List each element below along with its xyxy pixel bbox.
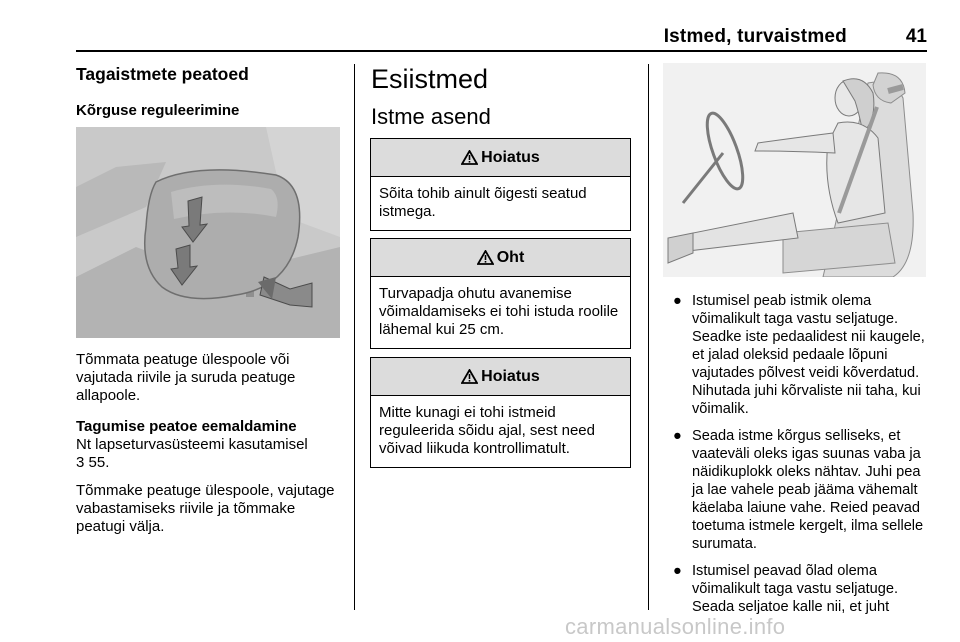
section-title-front-seats: Esiistmed (371, 64, 489, 94)
warning-triangle-icon (461, 369, 478, 384)
bullet-icon: ● (673, 293, 682, 309)
headrest-adjustment-illustration (76, 127, 340, 338)
bullet-text: Istumisel peab istmik olema võimalikult taga vastu seljatuge. Seadke iste pedaalidest nii kaugele, et jalad oleksid pedaale lõpuni vajutades põlvest veidi kõverdatud. Nihutada juhi kõrvaliste nii taha, kui võimalik. (692, 293, 925, 417)
warning-header (371, 139, 630, 177)
list-item (673, 427, 929, 553)
bullet-text: Seada istme kõrgus selliseks, et vaateväli oleks igas suunas vaba ja näidikuplokk oleks nähtav. Juhi pea ja lae vahele peab jääma vähemalt käelaba laiune vahe. Reied peavad toetuma istmele kergelt, ilma sellele surumata. (692, 428, 924, 552)
warning-box-3 (370, 357, 631, 468)
warning-text: Turvapadja ohutu avanemise võimaldamiseks ei tohi istuda roolile lähemal kui 25 cm. (379, 285, 619, 338)
header-title: Istmed, turvaistmed (663, 26, 847, 47)
left-column (76, 62, 342, 119)
column-divider-left (354, 64, 355, 610)
watermark: carmanualsonline.info (565, 614, 786, 639)
bullet-icon: ● (673, 428, 682, 444)
warning-heading: Oht (496, 248, 525, 266)
warning-heading: Hoiatus (481, 148, 540, 166)
warning-text: Mitte kunagi ei tohi istmeid reguleerida sõidu ajal, sest need võivad liikuda kontrollimatult. (379, 404, 595, 457)
driver-figure (663, 63, 926, 277)
remove-intro-text: Nt lapseturvasüsteemi kasutamisel (76, 436, 308, 453)
seat-position-bullets (673, 292, 929, 625)
warning-triangle-icon (477, 250, 494, 265)
column-divider-right (648, 64, 649, 610)
subsection-seat-position: Istme asend (371, 104, 491, 129)
subsection-height-adjustment: Kõrguse reguleerimine (76, 102, 240, 119)
bullet-text: Istumisel peavad õlad olema võimalikult taga vastu seljatuge. Seada seljatoe kalle nii, et juht (692, 563, 899, 615)
page-reference: 3 55. (76, 454, 110, 471)
paragraph-adjust-headrest: Tõmmata peatuge ülespoole või vajutada riivile ja suruda peatuge allapoole. (76, 351, 296, 404)
page-header (76, 26, 927, 50)
section-title-rear-headrests: Tagaistmete peatoed (76, 64, 249, 84)
warning-triangle-icon (461, 150, 478, 165)
header-rule (76, 50, 927, 52)
warning-heading: Hoiatus (481, 367, 540, 385)
warning-box-2 (370, 238, 631, 349)
page-number: 41 (905, 26, 927, 47)
seated-driver-illustration (663, 63, 926, 277)
subsection-remove-headrest: Tagumise peatoe eemaldamine (76, 418, 297, 435)
paragraph-remove-headrest: Tõmmake peatuge ülespoole, vajutage vabastamiseks riivile ja tõmmake peatugi välja. (76, 482, 335, 535)
warning-header (371, 358, 630, 396)
list-item (673, 292, 929, 418)
headrest-figure (76, 127, 340, 338)
remove-headrest-block (76, 418, 342, 472)
warning-box-1 (370, 138, 631, 231)
warning-header (371, 239, 630, 277)
list-item (673, 562, 929, 616)
bullet-icon: ● (673, 563, 682, 579)
warning-text: Sõita tohib ainult õigesti seatud istmega. (379, 185, 587, 220)
